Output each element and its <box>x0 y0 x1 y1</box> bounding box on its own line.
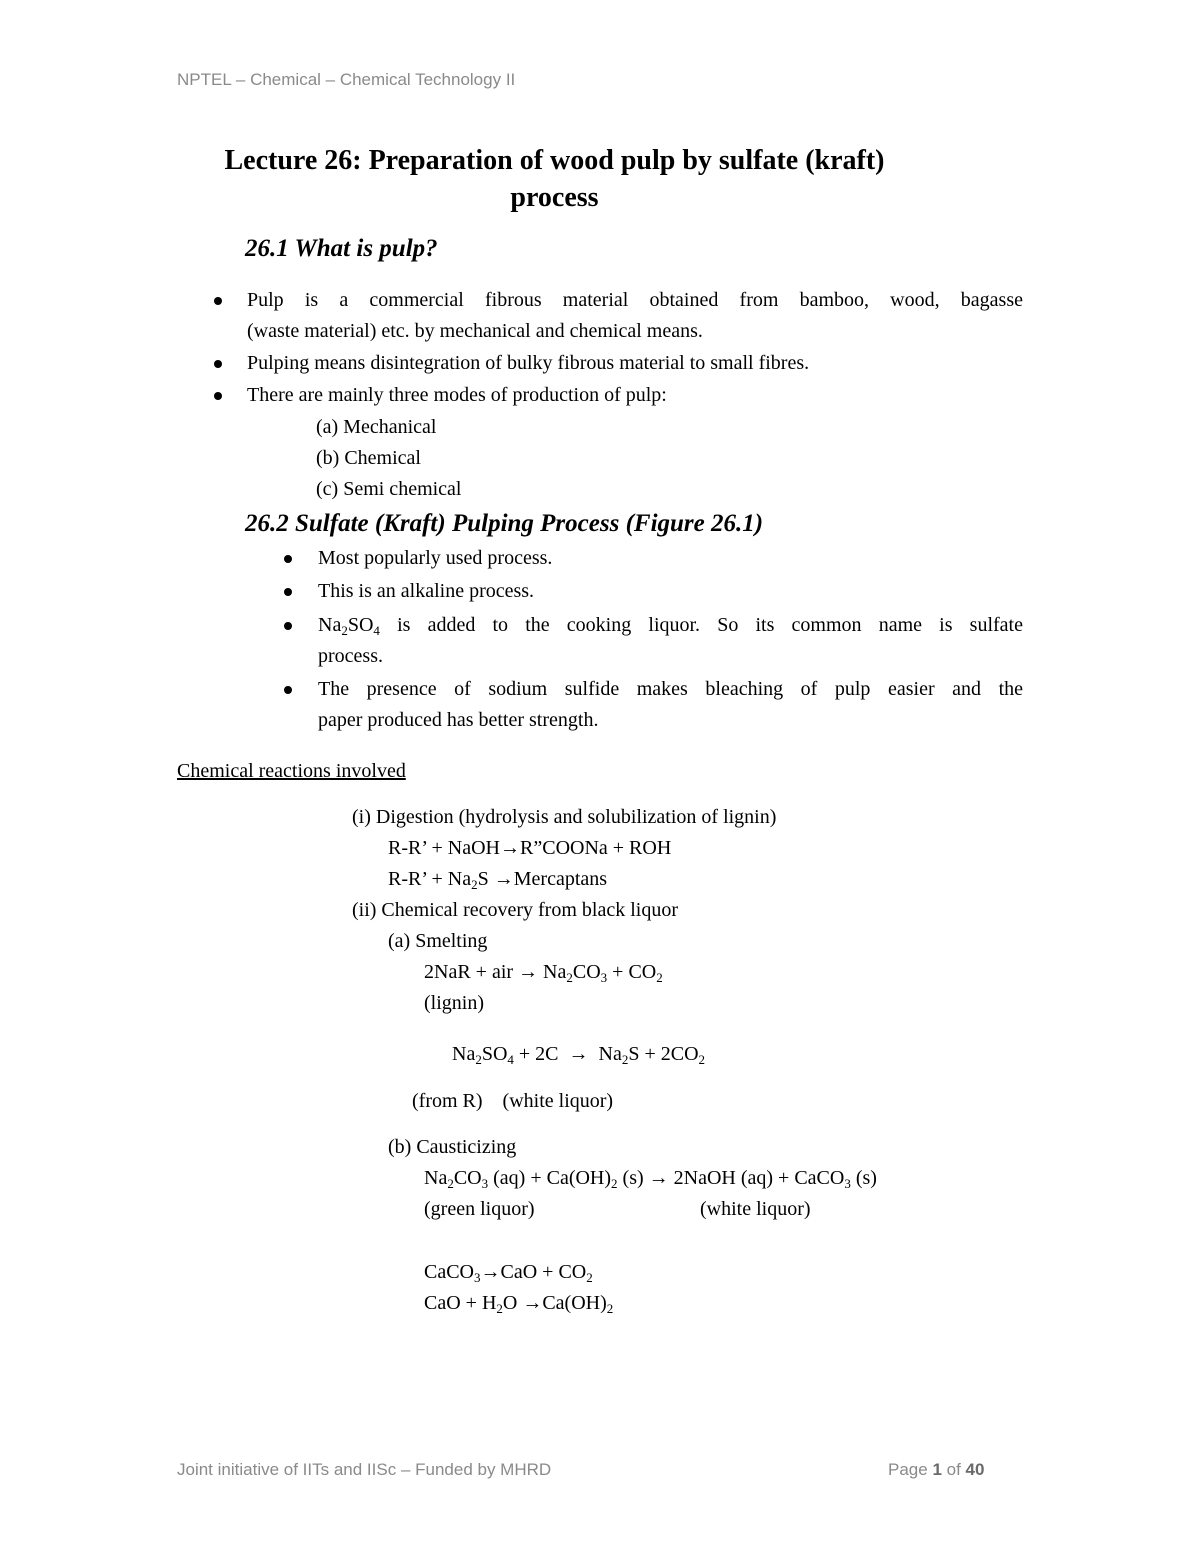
arrow-icon: → <box>518 961 539 983</box>
subscript: 2 <box>656 970 663 985</box>
bullet-icon <box>284 686 292 694</box>
list-item-line: paper produced has better strength. <box>318 709 599 731</box>
bullet-icon <box>284 588 292 596</box>
digestion-label: (i) Digestion (hydrolysis and solubilization of lignin) <box>352 806 777 828</box>
text-run: S + 2CO <box>628 1043 699 1065</box>
list-item <box>318 674 1023 736</box>
list-item-line: Pulp is a commercial fibrous material obtained from bamboo, wood, bagasse <box>247 289 1023 311</box>
equation-note: (white liquor) <box>700 1198 811 1220</box>
section-heading-26-1: 26.1 What is pulp? <box>245 235 438 262</box>
list-item-line: process. <box>318 645 383 667</box>
subscript: 2 <box>566 970 573 985</box>
text-run: SO <box>347 614 374 636</box>
bullet-icon <box>214 392 222 400</box>
text-run: CO <box>572 961 601 983</box>
subscript: 3 <box>844 1176 851 1191</box>
list-item: Most popularly used process. <box>318 547 553 569</box>
list-item-line <box>318 610 1023 641</box>
text-run: Na <box>318 614 342 636</box>
subscript: 2 <box>496 1301 503 1316</box>
subscript: 3 <box>474 1270 481 1285</box>
subscript: 2 <box>611 1176 618 1191</box>
equation-note: (lignin) <box>424 992 484 1014</box>
arrow-icon: → <box>493 868 514 890</box>
title-line-2: process <box>510 182 599 213</box>
text-run: 2NaR + air <box>424 961 519 983</box>
equation <box>452 1041 705 1067</box>
text-run: SO <box>481 1043 508 1065</box>
text-run: CaO + H <box>424 1292 497 1314</box>
text-run: Na <box>538 961 567 983</box>
text-run: CaCO <box>424 1261 474 1283</box>
subscript: 2 <box>606 1301 614 1316</box>
list-item <box>247 285 1023 347</box>
subscript: 2 <box>698 1052 706 1067</box>
list-item: Pulping means disintegration of bulky fibrous material to small fibres. <box>247 352 810 374</box>
page-label: Page <box>888 1460 933 1479</box>
arrow-icon: → <box>522 1292 543 1314</box>
text-run: Na <box>424 1167 448 1189</box>
equation-note: (green liquor) <box>424 1198 535 1220</box>
page-title <box>182 142 927 216</box>
subscript: 2 <box>447 1176 454 1191</box>
text-run: R-R’ + NaOH <box>388 837 501 859</box>
subscript: 2 <box>475 1052 482 1067</box>
equation <box>424 1165 877 1191</box>
text-run: is added to the cooking liquor. So its common name is sulfate <box>379 614 1023 636</box>
bullet-icon <box>214 297 222 305</box>
subscript: 3 <box>600 970 608 985</box>
text-run: Ca(OH) <box>542 1292 607 1314</box>
text-run: (aq) + Ca(OH) <box>488 1167 612 1189</box>
title-line-1: Lecture 26: Preparation of wood pulp by sulfate (kraft) <box>224 145 885 176</box>
subscript: 2 <box>471 877 478 892</box>
list-item-line: The presence of sodium sulfide makes bleaching of pulp easier and the <box>318 678 1023 700</box>
arrow-icon: → <box>480 1261 501 1283</box>
equation <box>424 1259 593 1285</box>
pulp-mode: (a) Mechanical <box>316 416 437 438</box>
list-item: This is an alkaline process. <box>318 580 535 602</box>
page-of-label: of <box>941 1460 966 1479</box>
bullet-icon <box>214 360 222 368</box>
equation <box>388 835 671 861</box>
pulp-mode: (c) Semi chemical <box>316 478 462 500</box>
bullet-icon <box>284 555 292 563</box>
recovery-label: (ii) Chemical recovery from black liquor <box>352 899 678 921</box>
page-number <box>888 1460 984 1480</box>
equation <box>424 959 663 985</box>
text-run: Na <box>588 1043 622 1065</box>
arrow-icon: → <box>648 1167 669 1189</box>
equation-note: (from R) (white liquor) <box>412 1090 614 1112</box>
bullet-icon <box>284 622 292 630</box>
text-run: CaO + CO <box>500 1261 587 1283</box>
text-run: 2NaOH (aq) + CaCO <box>668 1167 845 1189</box>
section-heading-26-2: 26.2 Sulfate (Kraft) Pulping Process (Figure 26.1) <box>245 510 764 537</box>
page-header: NPTEL – Chemical – Chemical Technology II <box>177 70 516 89</box>
text-run: (s) <box>617 1167 649 1189</box>
page-total: 40 <box>965 1460 985 1479</box>
subscript: 2 <box>621 1052 629 1067</box>
arrow-icon: → <box>568 1043 589 1065</box>
arrow-icon: → <box>500 837 521 859</box>
footer-left: Joint initiative of IITs and IISc – Funded by MHRD <box>177 1460 552 1479</box>
list-item: There are mainly three modes of production of pulp: <box>247 384 667 406</box>
subscript: 2 <box>341 623 348 638</box>
text-run: + 2C <box>513 1043 569 1065</box>
text-run: R”COONa + ROH <box>520 837 672 859</box>
equation <box>424 1290 613 1316</box>
list-item-line: (waste material) etc. by mechanical and chemical means. <box>247 320 703 342</box>
text-run: (s) <box>850 1167 877 1189</box>
text-run: Mercaptans <box>513 868 608 890</box>
text-run: + CO <box>607 961 657 983</box>
text-run: S <box>477 868 494 890</box>
subscript: 3 <box>481 1176 489 1191</box>
list-item <box>318 610 1023 672</box>
subscript: 4 <box>507 1052 514 1067</box>
text-run: Na <box>452 1043 476 1065</box>
smelting-label: (a) Smelting <box>388 930 488 952</box>
reactions-heading: Chemical reactions involved <box>177 760 406 782</box>
page-current: 1 <box>932 1460 942 1479</box>
subscript: 2 <box>586 1270 593 1285</box>
subscript: 4 <box>373 623 380 638</box>
text-run: R-R’ + Na <box>388 868 472 890</box>
text-run: O <box>502 1292 523 1314</box>
causticizing-label: (b) Causticizing <box>388 1136 517 1158</box>
equation <box>388 866 607 892</box>
text-run: CO <box>453 1167 482 1189</box>
pulp-mode: (b) Chemical <box>316 447 421 469</box>
